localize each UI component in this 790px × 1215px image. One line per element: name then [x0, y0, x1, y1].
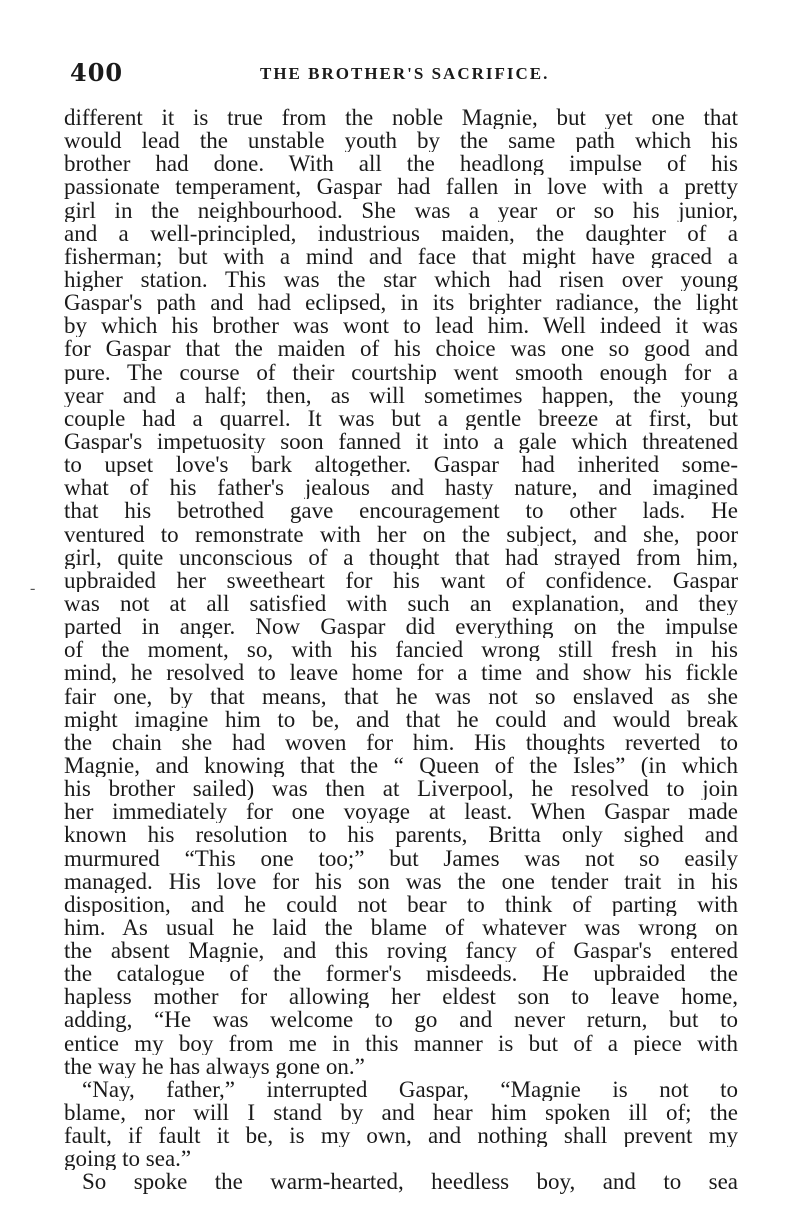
text-line: the catalogue of the former's misdeeds. He upbraided the — [64, 962, 738, 986]
text-line: upbraided her sweetheart for his want of confidence. Gaspar — [64, 568, 738, 592]
text-line: going to sea.” — [64, 1147, 192, 1171]
text-line: ventured to remonstrate with her on the subject, and she, poor — [64, 522, 738, 546]
text-line: his brother sailed) was then at Liverpool, he resolved to join — [64, 777, 738, 801]
text-line: fisherman; but with a mind and face that might have graced a — [64, 244, 738, 268]
text-line: mind, he resolved to leave home for a time and show his fickle — [64, 661, 738, 685]
text-line: couple had a quarrel. It was but a gentle breeze at first, but — [64, 406, 738, 430]
text-line: hapless mother for allowing her eldest son to leave home, — [64, 985, 738, 1009]
text-line: known his resolution to his parents, Britta only sighed and — [64, 823, 738, 847]
running-title: THE BROTHER'S SACRIFICE. — [260, 64, 550, 83]
text-line: the chain she had woven for him. His thoughts reverted to — [64, 730, 738, 754]
text-line: would lead the unstable youth by the same path which his — [64, 129, 738, 153]
text-line: Gaspar's impetuosity soon fanned it into a gale which threatened — [64, 429, 738, 454]
text-line: year and a half; then, as will sometimes happen, the young — [64, 383, 738, 407]
text-line: passionate temperament, Gaspar had fallen in love with a pretty — [64, 175, 738, 199]
text-line: Gaspar's path and had eclipsed, in its brighter radiance, the light — [64, 291, 738, 315]
text-line: blame, nor will I stand by and hear him spoken ill of; the — [64, 1101, 738, 1125]
text-line: by which his brother was wont to lead him. Well indeed it was — [64, 314, 738, 338]
text-line: different it is true from the noble Magnie, but yet one that — [64, 106, 738, 130]
text-line: adding, “He was welcome to go and never return, but to — [64, 1008, 738, 1032]
text-line: to upset love's bark altogether. Gaspar had inherited some- — [64, 453, 738, 477]
text-line: and a well-principled, industrious maiden, the daughter of a — [64, 221, 738, 245]
text-line: her immediately for one voyage at least. When Gaspar made — [64, 800, 738, 824]
text-line: managed. His love for his son was the one tender trait in his — [64, 869, 738, 893]
running-head — [70, 58, 750, 88]
text-line: “Nay, father,” interrupted Gaspar, “Magnie is not to — [82, 1077, 738, 1102]
text-line: Magnie, and knowing that the “ Queen of the Isles” (in which — [64, 753, 738, 778]
text-line: the absent Magnie, and this roving fancy of Gaspar's entered — [64, 939, 738, 963]
text-line: what of his father's jealous and hasty nature, and imagined — [64, 476, 738, 500]
text-line: was not at all satisfied with such an explanation, and they — [64, 591, 738, 616]
text-line: pure. The course of their courtship went smooth enough for a — [64, 360, 738, 384]
text-line: him. As usual he laid the blame of whatever was wrong on — [64, 915, 738, 940]
text-line: entice my boy from me in this manner is but of a piece with — [64, 1031, 738, 1055]
text-line: for Gaspar that the maiden of his choice was one so good and — [64, 337, 738, 361]
text-line: the way he has always gone on.” — [64, 1054, 365, 1078]
margin-mark: - — [30, 580, 36, 597]
text-line: murmured “This one too;” but James was not so easily — [64, 846, 738, 870]
body-text — [64, 106, 738, 1194]
text-line: might imagine him to be, and that he could and would break — [64, 707, 738, 731]
text-line: girl in the neighbourhood. She was a year or so his junior, — [64, 198, 738, 222]
text-line: fault, if fault it be, is my own, and nothing shall prevent my — [64, 1124, 738, 1148]
text-line: that his betrothed gave encouragement to other lads. He — [64, 499, 738, 523]
text-line: of the moment, so, with his fancied wrong still fresh in his — [64, 638, 738, 662]
text-line: fair one, by that means, that he was not so enslaved as she — [64, 684, 738, 708]
text-line: brother had done. With all the headlong impulse of his — [64, 152, 738, 176]
text-line: So spoke the warm-hearted, heedless boy, and to sea — [82, 1170, 738, 1194]
text-line: parted in anger. Now Gaspar did everything on the impulse — [64, 615, 738, 639]
text-line: disposition, and he could not bear to think of parting with — [64, 892, 738, 916]
page-number: 400 — [70, 58, 124, 87]
text-line: higher station. This was the star which had risen over young — [64, 267, 738, 292]
text-line: girl, quite unconscious of a thought that had strayed from him, — [64, 545, 738, 569]
